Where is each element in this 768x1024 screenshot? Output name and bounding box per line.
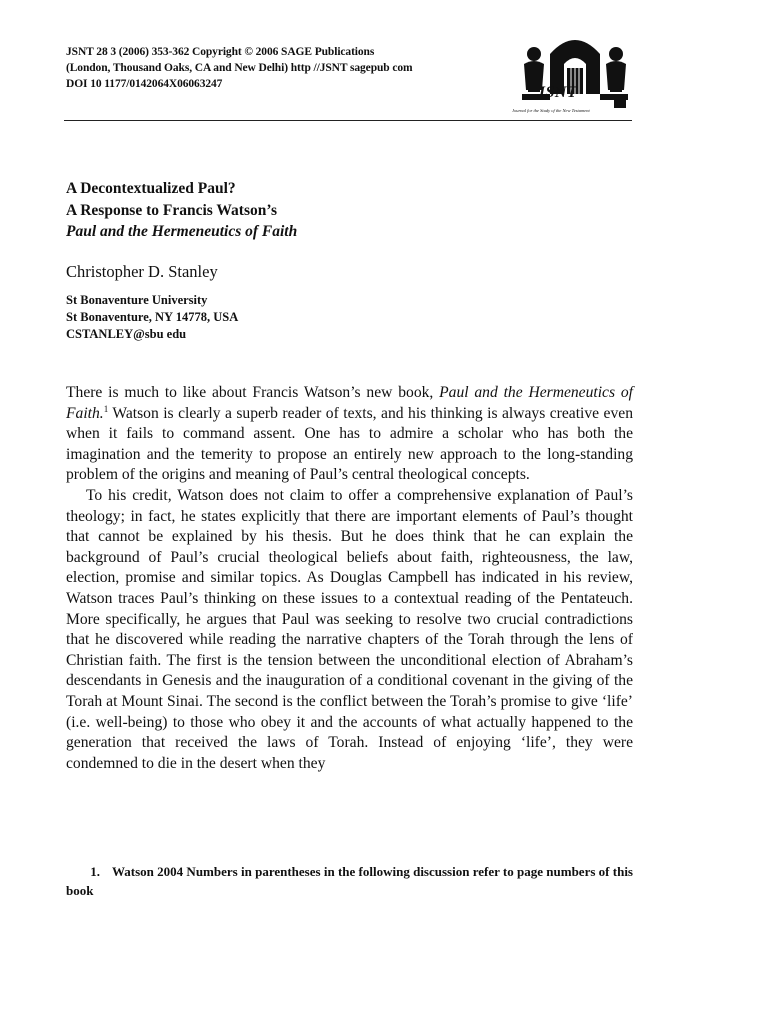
article-body (66, 383, 633, 774)
affiliation-line: St Bonaventure University (66, 293, 208, 307)
footnote-number: 1. (90, 864, 100, 879)
title-line-book: Paul and the Hermeneutics of Faith (66, 223, 298, 240)
footnote (66, 862, 633, 900)
citation-line: (London, Thousand Oaks, CA and New Delhi) http //JSNT sagepub com (66, 62, 413, 74)
paragraph-text: Watson is clearly a superb reader of texts, and his thinking is always creative even when it fails to command assent. One has to admire a scholar who has both the imagination and the temerity to propose an entirely new approach to the long-standing problem of the origins and meaning of Paul’s central theological concepts. (66, 404, 633, 484)
header-rule (64, 120, 632, 121)
footnote-text: Watson 2004 Numbers in parentheses in the following discussion refer to page numbers of this book (66, 864, 633, 898)
footnote-ref[interactable]: 1 (103, 403, 109, 414)
book-title: Paul and the Hermeneutics of Faith. (66, 384, 633, 422)
paragraph: To his credit, Watson does not claim to offer a comprehensive explanation of Paul’s theology; in fact, he states explicitly that there are important elements of Paul’s thought that cannot be explained by his thesis. But he does think that he can explain the background of Paul’s crucial theological beliefs about faith, righteousness, the law, election, promise and similar topics. As Douglas Campbell has indicated in his review, Watson traces Paul’s thinking on these issues to a contextual reading of the Pentateuch. More specifically, he argues that Paul was seeking to resolve two crucial contradictions that he discovered while reading the narrative chapters of the Torah through the lens of Christian faith. The first is the tension between the unconditional election of Abraham’s descendants in Genesis and the inauguration of a conditional covenant in the giving of the Torah at Mount Sinai. The second is the conflict between the Torah’s promise to give ‘life’ (i.e. well-being) to those who obey it and the accounts of what actually happened to the generation that received the laws of Torah. Instead of enjoying ‘life’, they were condemned to die in the desert when they (66, 486, 633, 772)
citation-block (66, 44, 466, 92)
affiliation-block (66, 292, 238, 343)
jsnt-logo-icon (520, 24, 630, 116)
citation-line: JSNT 28 3 (2006) 353-362 Copyright © 2006 SAGE Publications (66, 46, 375, 58)
title-line: A Decontextualized Paul? (66, 180, 236, 197)
paragraph (66, 383, 633, 486)
logo-subtitle: Journal for the Study of the New Testament (512, 108, 590, 113)
title-line: A Response to Francis Watson’s (66, 201, 277, 219)
article-title (66, 178, 297, 243)
paragraph-text: There is much to like about Francis Watson’s new book, (66, 384, 440, 401)
affiliation-line: St Bonaventure, NY 14778, USA (66, 310, 239, 324)
logo-text: JSNT (537, 84, 578, 101)
author-name: Christopher D. Stanley (66, 262, 218, 281)
author-email: CSTANLEY@sbu edu (66, 327, 187, 341)
citation-line: DOI 10 1177/0142064X06063247 (66, 78, 223, 90)
